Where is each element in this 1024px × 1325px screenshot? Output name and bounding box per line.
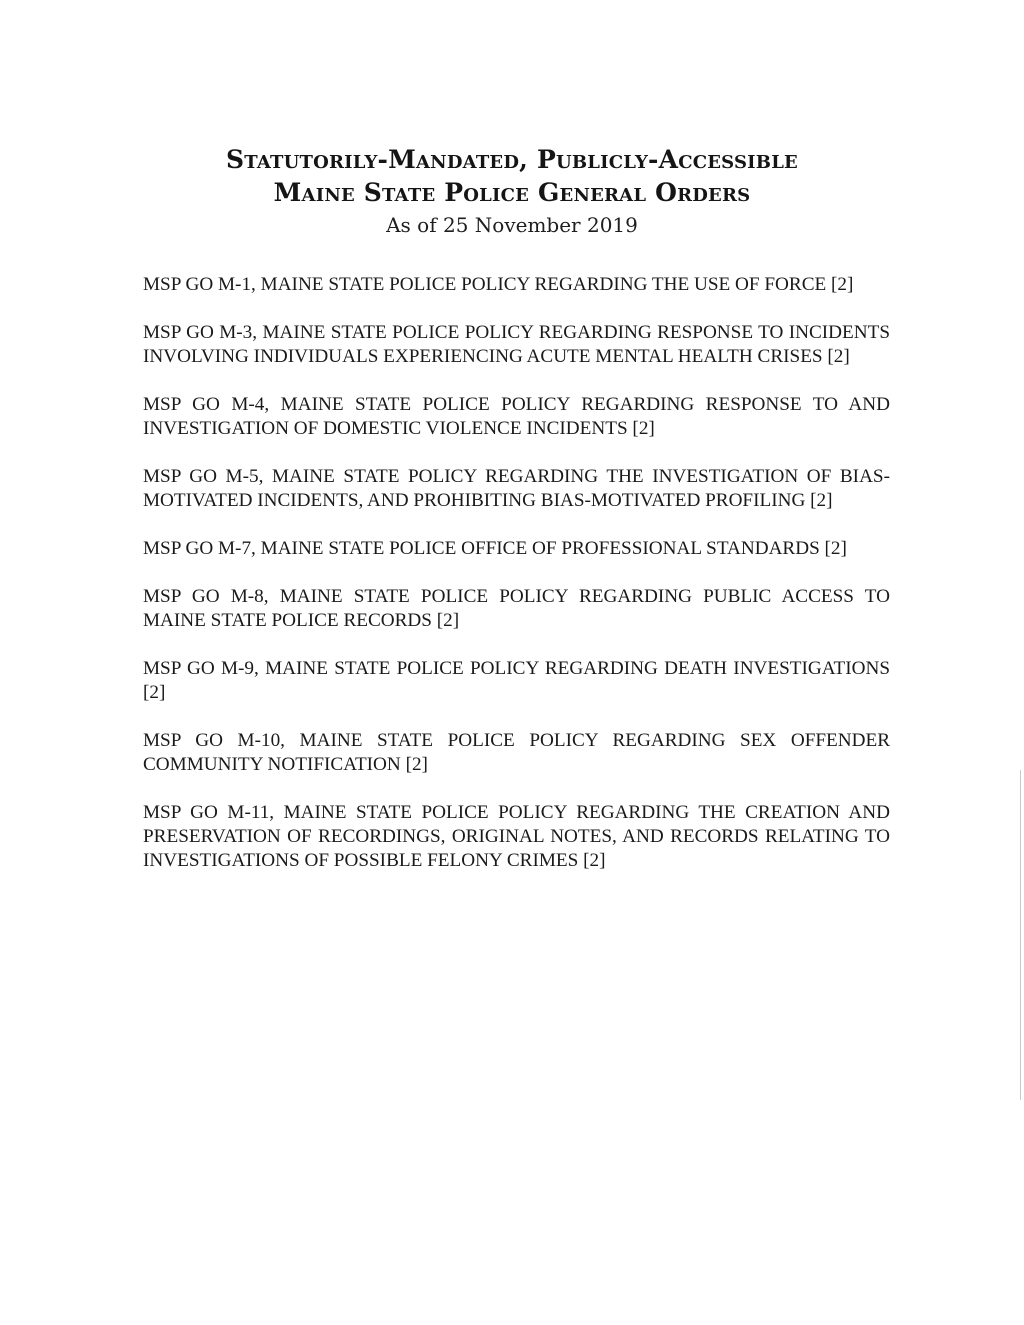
general-orders-list <box>143 273 890 897</box>
general-order-entry-m1: MSP GO M-1, MAINE STATE POLICE POLICY REGARDING THE USE OF FORCE [2] <box>143 274 854 295</box>
general-order-entry-m4: MSP GO M-4, MAINE STATE POLICE POLICY REGARDING RESPONSE TO AND INVESTIGATION OF DOMESTIC VIOLENCE INCIDENTS [2] <box>143 394 890 439</box>
general-order-entry-m8: MSP GO M-8, MAINE STATE POLICE POLICY REGARDING PUBLIC ACCESS TO MAINE STATE POLICE RECORDS [2] <box>143 586 890 631</box>
scan-edge-mark <box>1020 770 1021 1100</box>
document-title-line-1: Statutorily-Mandated, Publicly-Accessible <box>226 145 798 174</box>
general-order-entry-m9: MSP GO M-9, MAINE STATE POLICE POLICY REGARDING DEATH INVESTIGATIONS [2] <box>143 658 890 703</box>
general-order-entry-m11: MSP GO M-11, MAINE STATE POLICE POLICY REGARDING THE CREATION AND PRESERVATION OF RECORDINGS, ORIGINAL NOTES, AND RECORDS RELATING TO INVESTIGATIONS OF POSSIBLE FELONY CRIMES [2] <box>143 802 890 871</box>
general-order-entry-m7: MSP GO M-7, MAINE STATE POLICE OFFICE OF PROFESSIONAL STANDARDS [2] <box>143 538 847 559</box>
document-date: As of 25 November 2019 <box>386 213 638 237</box>
general-order-entry-m3: MSP GO M-3, MAINE STATE POLICE POLICY REGARDING RESPONSE TO INCIDENTS INVOLVING INDIVIDUALS EXPERIENCING ACUTE MENTAL HEALTH CRISES [2] <box>143 322 890 367</box>
general-order-entry-m5: MSP GO M-5, MAINE STATE POLICY REGARDING THE INVESTIGATION OF BIAS-MOTIVATED INCIDENTS, AND PROHIBITING BIAS-MOTIVATED PROFILING [2] <box>143 466 890 511</box>
general-order-entry-m10: MSP GO M-10, MAINE STATE POLICE POLICY REGARDING SEX OFFENDER COMMUNITY NOTIFICATION [2] <box>143 730 890 775</box>
document-title-line-2: Maine State Police General Orders <box>273 178 751 207</box>
document-header <box>0 143 1024 240</box>
